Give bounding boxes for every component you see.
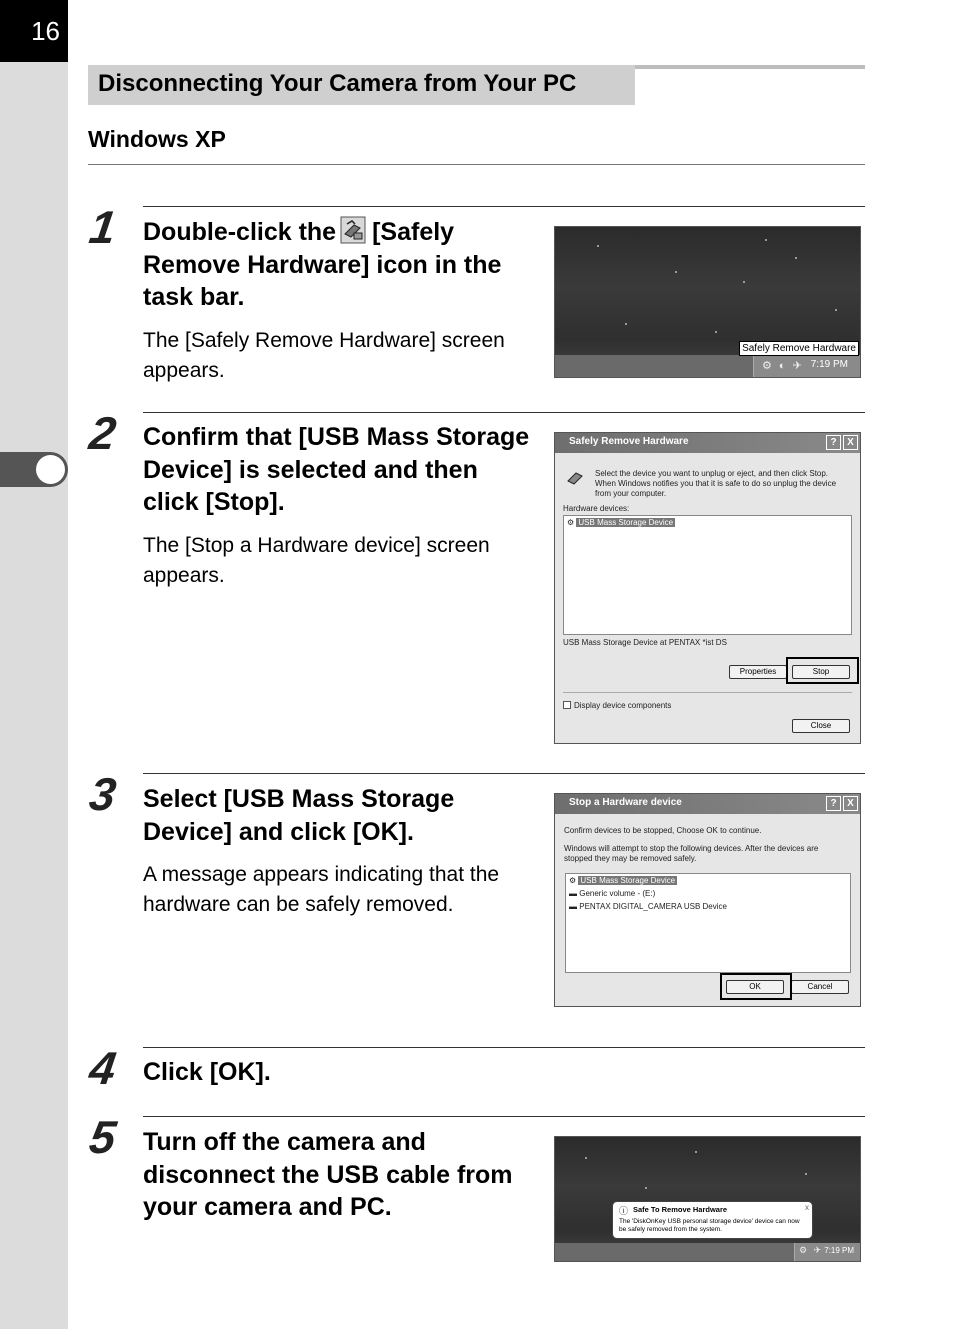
safe-to-remove-balloon[interactable] [612,1201,813,1239]
step-4-number: 4 [86,1042,120,1094]
side-margin-bar [0,0,68,1329]
stop-warning-text: Windows will attempt to stop the following devices. After the devices are stopped they may be removed safely. [564,844,819,863]
step-3-number: 3 [86,768,120,820]
close-x-button[interactable]: X [843,435,858,450]
chapter-tab [0,452,68,487]
ok-button[interactable]: OK [726,980,784,994]
close-button[interactable]: Close [792,719,850,733]
safely-remove-hardware-dialog [554,432,861,744]
ok-highlight [720,973,792,1000]
balloon-message: The 'DiskOnKey USB personal storage device' device can now be safely removed from the system. [619,1218,800,1233]
balloon-title: Safe To Remove Hardware [633,1205,728,1214]
subheading: Windows XP [88,126,226,152]
info-icon: ⓘ [619,1206,629,1216]
hardware-devices-list[interactable] [563,515,852,635]
safely-remove-hardware-icon [340,216,366,244]
step-5-rule [143,1116,865,1117]
help-button[interactable]: ? [826,435,841,450]
step-3-rule [143,773,865,774]
step-2-body: The [Stop a Hardware device] screen appears. [143,534,490,587]
checkbox-box[interactable] [563,701,571,709]
dialog-title: Safely Remove Hardware [569,436,689,447]
devices-to-stop-list[interactable] [565,873,851,973]
taskbar-screenshot [554,226,861,378]
safe-to-remove-screenshot [554,1136,861,1262]
stop-hardware-device-dialog [554,793,861,1007]
properties-button[interactable]: Properties [729,665,787,679]
step-2-heading: Confirm that [USB Mass Storage Device] is selected and then click [Stop]. [143,423,530,516]
step-3-body: A message appears indicating that the hardware can be safely removed. [143,863,500,916]
step-4-rule [143,1047,865,1048]
list-item[interactable]: ▬ Generic volume - (E:) [569,889,656,898]
dialog-instructions: Select the device you want to unplug or eject, and then click Stop. When Windows notifies you that it is safe to do so unplug the device from your computer. [595,469,837,498]
tray-icons[interactable]: ⚙ ◐ ✈ [762,360,804,372]
dialog-titlebar [555,794,860,814]
section-title: Disconnecting Your Camera from Your PC [88,65,635,105]
step-4-heading: Click [OK]. [143,1058,271,1086]
step-5-number: 5 [86,1111,120,1163]
device-description: USB Mass Storage Device at PENTAX *ist DS [563,638,727,647]
step-1-rule [143,206,865,207]
dialog-divider [563,692,852,693]
tray-clock: 7:19 PM [810,359,848,370]
confirm-text: Confirm devices to be stopped, Choose OK to continue. [564,826,762,835]
step-2-rule [143,412,865,413]
dialog-title: Stop a Hardware device [569,797,682,808]
page-number: 16 [0,0,68,62]
list-item[interactable]: ⚙ USB Mass Storage Device [567,518,674,527]
step-1-heading-part-a: Double-click the [143,218,337,246]
stop-highlight [786,657,859,684]
step-3-heading: Select [USB Mass Storage Device] and click [OK]. [143,785,455,846]
dialog-titlebar [555,433,860,453]
hardware-devices-label: Hardware devices: [563,504,630,513]
list-item[interactable]: ⚙ USB Mass Storage Device [569,876,676,885]
subheading-rule [88,164,865,165]
step-2-number: 2 [86,407,120,459]
cancel-button[interactable]: Cancel [791,980,849,994]
step-1-heading [143,216,533,314]
step-1-heading-part-b: [Safely Remove Hardware] icon in the task bar. [143,218,502,311]
close-x-button[interactable]: X [843,796,858,811]
balloon-close-icon[interactable]: x [805,1203,809,1212]
display-components-checkbox[interactable]: Display device components [563,701,671,711]
step-1-number: 1 [86,201,120,253]
system-tray [794,1243,860,1261]
tray-clock: 7:19 PM [824,1246,854,1255]
help-button[interactable]: ? [826,796,841,811]
stop-button[interactable]: Stop [792,665,850,679]
tray-icons[interactable]: ⚙ ✈ [799,1245,824,1255]
step-1-body: The [Safely Remove Hardware] screen appears. [143,329,505,382]
hardware-icon [565,467,585,487]
safely-remove-tooltip: Safely Remove Hardware [739,341,859,356]
chapter-tab-dot [36,455,65,484]
system-tray [753,355,860,377]
step-5-heading: Turn off the camera and disconnect the USB cable from your camera and PC. [143,1128,513,1221]
list-item[interactable]: ▬ PENTAX DIGITAL_CAMERA USB Device [569,902,727,911]
